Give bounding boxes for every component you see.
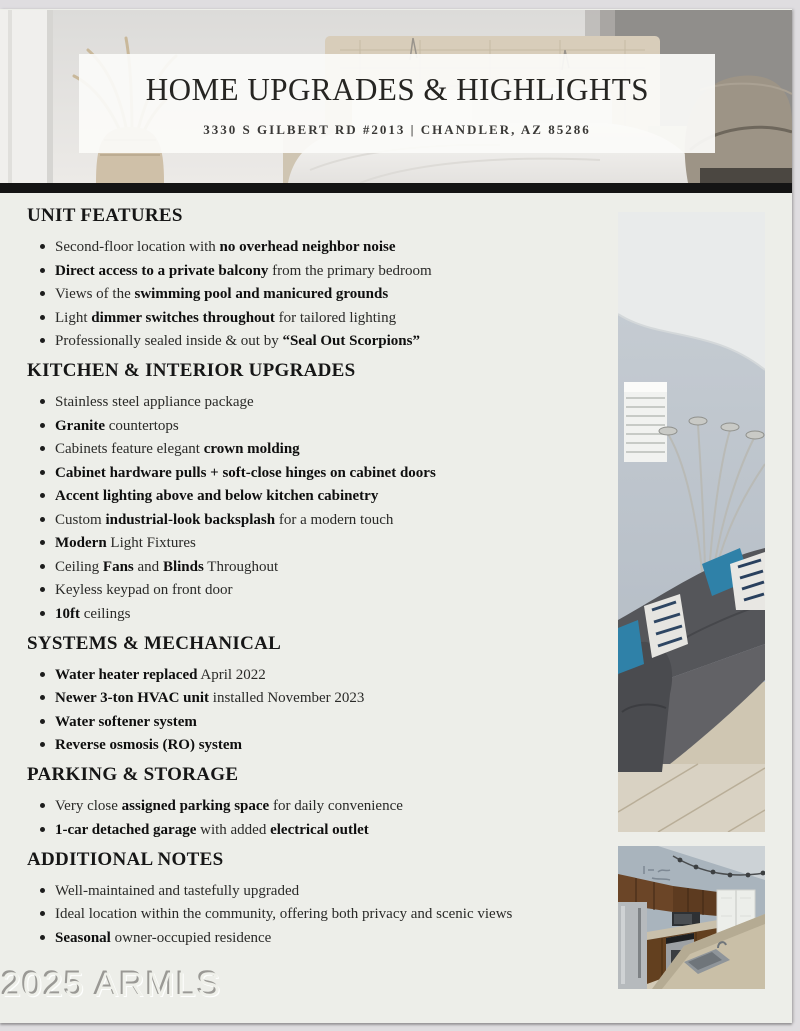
bullet-icon	[40, 695, 45, 700]
list-item	[27, 605, 600, 624]
content-section	[27, 849, 600, 948]
list-item-text: Cabinet hardware pulls + soft-close hinges on cabinet doors	[55, 464, 436, 481]
list-item-text: Direct access to a private balcony from the primary bedroom	[55, 262, 432, 279]
list-item	[27, 534, 600, 553]
section-list	[27, 797, 600, 840]
list-item-text: Stainless steel appliance package	[55, 394, 254, 410]
list-item	[27, 511, 600, 530]
bullet-icon	[40, 742, 45, 747]
list-item-text: 10ft ceilings	[55, 605, 131, 622]
divider-bar	[0, 183, 792, 193]
bullet-icon	[40, 911, 45, 916]
bullet-icon	[40, 315, 45, 320]
list-item-text: Cabinets feature elegant crown molding	[55, 441, 300, 457]
bullet-icon	[40, 423, 45, 428]
bullet-icon	[40, 587, 45, 592]
section-list	[27, 666, 600, 756]
list-item-text: Keyless keypad on front door	[55, 582, 233, 598]
section-heading: PARKING & STORAGE	[27, 764, 239, 785]
bullet-icon	[40, 672, 45, 677]
list-item-text: Views of the swimming pool and manicured grounds	[55, 286, 389, 302]
section-heading: KITCHEN & INTERIOR UPGRADES	[27, 360, 356, 381]
bullet-icon	[40, 564, 45, 569]
bullet-icon	[40, 827, 45, 832]
list-item-text: Well-maintained and tastefully upgraded	[55, 882, 300, 899]
feature-sections	[27, 205, 600, 948]
flyer-page	[0, 9, 792, 1023]
list-item	[27, 238, 600, 257]
list-item	[27, 464, 600, 483]
title-box	[79, 54, 715, 153]
bullet-icon	[40, 935, 45, 940]
list-item-text: Seasonal owner-occupied residence	[55, 929, 272, 946]
bullet-icon	[40, 540, 45, 545]
bullet-icon	[40, 268, 45, 273]
list-item	[27, 487, 600, 506]
list-item	[27, 581, 600, 600]
content-section	[27, 360, 600, 624]
section-list	[27, 393, 600, 624]
list-item	[27, 821, 600, 840]
list-item	[27, 882, 600, 901]
living-room-illustration	[618, 212, 765, 832]
list-item-text: Professionally sealed inside & out by “Seal Out Scorpions”	[55, 333, 420, 349]
list-item	[27, 309, 600, 328]
list-item-text: Granite countertops	[55, 417, 179, 434]
bullet-icon	[40, 470, 45, 475]
list-item-text: Water softener system	[55, 713, 197, 730]
bullet-icon	[40, 611, 45, 616]
section-list	[27, 238, 600, 351]
bullet-icon	[40, 244, 45, 249]
section-list	[27, 882, 600, 948]
list-item-text: Reverse osmosis (RO) system	[55, 737, 243, 753]
list-item-text: 1-car detached garage with added electrical outlet	[55, 821, 369, 838]
list-item	[27, 440, 600, 459]
list-item	[27, 332, 600, 351]
content-section	[27, 205, 600, 351]
list-item-text: Accent lighting above and below kitchen cabinetry	[55, 488, 379, 504]
list-item-text: Very close assigned parking space for daily convenience	[55, 798, 403, 814]
kitchen-illustration	[618, 846, 765, 989]
watermark: 2025 ARMLS	[2, 966, 223, 1004]
list-item-text: Modern Light Fixtures	[55, 535, 196, 551]
living-room-photo	[618, 212, 765, 832]
list-item	[27, 558, 600, 577]
bullet-icon	[40, 399, 45, 404]
list-item	[27, 689, 600, 708]
list-item-text: Second-floor location with no overhead neighbor noise	[55, 239, 396, 255]
section-heading: ADDITIONAL NOTES	[27, 848, 224, 870]
section-heading: SYSTEMS & MECHANICAL	[27, 632, 282, 654]
list-item	[27, 285, 600, 304]
kitchen-photo	[618, 846, 765, 989]
bullet-icon	[40, 493, 45, 498]
list-item	[27, 929, 600, 948]
list-item	[27, 736, 600, 755]
page-title: HOME UPGRADES & HIGHLIGHTS	[145, 71, 649, 107]
property-address: 3330 S GILBERT RD #2013 | CHANDLER, AZ 85286	[203, 122, 591, 137]
content-section	[27, 764, 600, 840]
list-item	[27, 713, 600, 732]
bullet-icon	[40, 291, 45, 296]
bullet-icon	[40, 719, 45, 724]
list-item-text: Ceiling Fans and Blinds Throughout	[55, 558, 279, 575]
list-item-text: Newer 3-ton HVAC unit installed November 2023	[55, 690, 365, 706]
bullet-icon	[40, 803, 45, 808]
bullet-icon	[40, 338, 45, 343]
content-section	[27, 633, 600, 756]
list-item	[27, 417, 600, 436]
list-item	[27, 797, 600, 816]
list-item-text: Light dimmer switches throughout for tailored lighting	[55, 309, 397, 326]
bullet-icon	[40, 446, 45, 451]
bullet-icon	[40, 888, 45, 893]
section-heading: UNIT FEATURES	[27, 205, 183, 226]
header-photo	[0, 10, 792, 183]
bullet-icon	[40, 517, 45, 522]
list-item	[27, 905, 600, 924]
list-item-text: Custom industrial-look backsplash for a modern touch	[55, 511, 394, 528]
content-column	[0, 193, 600, 952]
list-item	[27, 666, 600, 685]
list-item-text: Ideal location within the community, offering both privacy and scenic views	[55, 906, 513, 922]
list-item	[27, 262, 600, 281]
list-item-text: Water heater replaced April 2022	[55, 666, 266, 683]
list-item	[27, 393, 600, 412]
